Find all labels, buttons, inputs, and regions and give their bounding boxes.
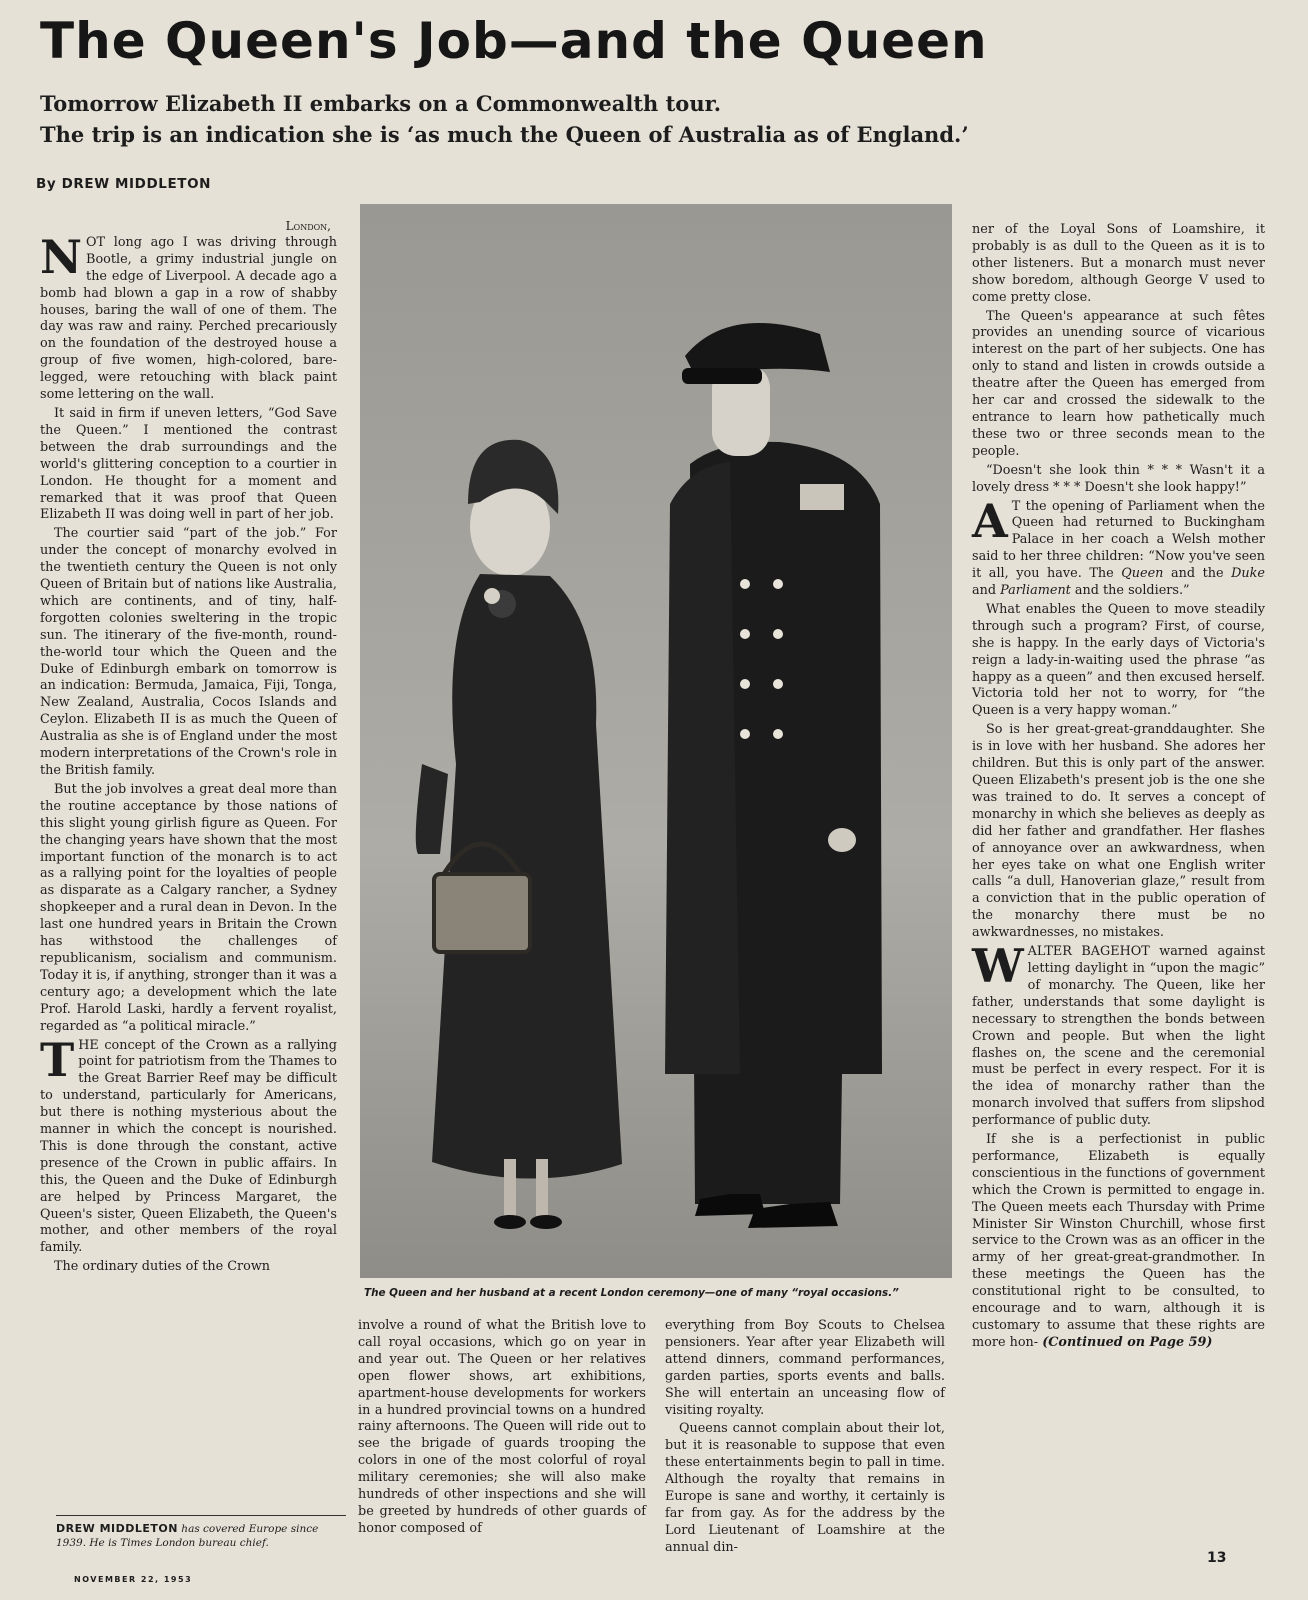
headline: The Queen's Job—and the Queen — [40, 12, 988, 70]
paragraph: It said in firm if uneven letters, “God Save the Queen.” I mentioned the contrast between the drab surroundings and the world's glittering conception to a courtier in London. He thought for a moment and remarked that it was proof that Queen Elizabeth II was doing well in part of her job. — [40, 405, 337, 523]
dateline: London, — [285, 219, 331, 233]
drop-cap: W — [972, 939, 1024, 994]
paragraph: ner of the Loyal Sons of Loamshire, it probably is as dull to the Queen as it is to other listeners. But a monarch must never show boredom, although George V used to come pretty close. — [972, 222, 1265, 305]
paragraph: everything from Boy Scouts to Chelsea pensioners. Year after year Elizabeth will attend dinners, command performances, garden parties, sports events and balls. She will entertain an unceasing flow of visiting royalty. — [665, 1318, 945, 1418]
page-number: 13 — [1207, 1550, 1227, 1566]
author-name: DREW MIDDLETON — [56, 1522, 178, 1535]
article-column-4 — [972, 222, 1265, 1354]
paragraph: The courtier said “part of the job.” For under the concept of monarchy evolved in the twentieth century the Queen is not only Queen of Britain but of nations like Australia, which are continents, and of tiny, half-forgotten colonies sweltering in the tropic sun. The itinerary of the five-month, round-the-world tour which the Queen and the Duke of Edinburgh embark on tomorrow is an indication: Bermuda, Jamaica, Fiji, Tonga, New Zealand, Australia, Cocos Islands and Ceylon. Elizabeth II is as much the Queen of Australia as she is of England under the most modern interpretations of the Crown's role in the British family. — [40, 526, 337, 778]
paragraph: THE concept of the Crown as a rallying point for patriotism from the Thames to the Great Barrier Reef may be difficult to understand, particularly for Americans, but there is nothing mysterious about the manner in which the concept is nourished. This is done through the constant, active presence of the Crown in public affairs. In this, the Queen and the Duke of Edinburgh are helped by Princess Margaret, the Queen's sister, Queen Elizabeth, the Queen's mother, and other members of the royal family. — [40, 1032, 337, 1256]
continued-note: (Continued on Page 59) — [1042, 1334, 1213, 1350]
paragraph: NOT long ago I was driving through Bootle, a grimy industrial jungle on the edge of Liverpool. A decade ago a bomb had blown a gap in a row of shabby houses, baring the wall of one of them. The day was raw and rainy. Perched precariously on the foundation of the destroyed house a group of five women, high-colored, bare-legged, were retouching with black paint some lettering on the wall. — [40, 229, 337, 403]
bio-divider — [56, 1515, 346, 1516]
drop-cap: A — [972, 493, 1008, 548]
royal-couple-photo — [360, 204, 952, 1278]
paragraph: But the job involves a great deal more than the routine acceptance by those nations of this slight young girlish figure as Queen. For the changing years have shown that the most important function of the monarch is to act as a rallying point for the loyalties of people as disparate as a Calgary rancher, a Sydney shopkeeper and a rural dean in Devon. In the last one hundred years in Britain the Crown has withstood the challenges of republicanism, socialism and communism. Today it is, if anything, stronger than it was a century ago; a development which the late Prof. Harold Laski, hardly a fervent royalist, regarded as “a political miracle.” — [40, 781, 337, 1034]
paragraph: “Doesn't she look thin * * * Wasn't it a lovely dress * * * Doesn't she look happy!” — [972, 462, 1265, 495]
deck-line-2: The trip is an indication she is ‘as much the Queen of Australia as of England.’ — [40, 122, 969, 147]
paragraph: The Queen's appearance at such fêtes provides an unending source of vicarious interest on the part of her subjects. One has only to stand and listen in crowds outside a theatre after the Queen has emerged from her car and crossed the sidewalk to the entrance to learn how pathetically much these two or three seconds mean to the people. — [972, 308, 1265, 459]
drop-cap: N — [40, 229, 83, 284]
byline: By DREW MIDDLETON — [36, 176, 212, 192]
article-column-2 — [358, 1318, 646, 1540]
paragraph: Queens cannot complain about their lot, but it is reasonable to suppose that even these entertainments begin to pall in time. Although the royalty that remains in Europe is sane and worthy, it certainly is far from gay. As for the address by the Lord Lieutenant of Loamshire at the annual din- — [665, 1421, 945, 1555]
photo-caption: The Queen and her husband at a recent London ceremony—one of many “royal occasions.” — [364, 1287, 899, 1299]
paragraph: The ordinary duties of the Crown — [54, 1259, 271, 1275]
paragraph: What enables the Queen to move steadily through such a program? First, of course, she is happy. In the early days of Victoria's reign a lady-in-waiting used the phrase “as happy as a queen” and then excused herself. Victoria told her not to worry, for “the Queen is a very happy woman.” — [972, 601, 1265, 719]
paragraph: A T the opening of Parliament when the Queen had returned to Buckingham Palace in her coach a Welsh mother said to her three children: “Now you've seen it all, you have. The Queen and the Duke and Parliament and the soldiers.” — [972, 493, 1265, 599]
photo-illustration — [360, 204, 952, 1278]
paragraph: So is her great-great-granddaughter. She is in love with her husband. She adores her children. But this is only part of the answer. Queen Elizabeth's present job is the one she was trained to do. It serves a concept of monarchy in which she believes as deeply as did her father and grandfather. Her flashes of annoyance over an awkwardness, when her eyes take on what one English writer calls “a dull, Hanoverian glaze,” result from a conviction that in the public operation of the monarchy there must be no awkwardnesses, no mistakes. — [972, 722, 1265, 941]
issue-date: NOVEMBER 22, 1953 — [74, 1575, 193, 1584]
author-bio: DREW MIDDLETON has covered Europe since 1939. He is Times London bureau chief. — [56, 1522, 319, 1549]
article-column-3 — [665, 1318, 945, 1559]
drop-cap: T — [40, 1032, 75, 1087]
deck — [40, 88, 1280, 150]
article-column-1 — [40, 218, 337, 1278]
paragraph: WALTER BAGEHOT warned against letting daylight in “upon the magic” of monarchy. The Queen, like her father, understands that some daylight is necessary to strengthen the bonds between Crown and people. But when the light flashes on, the scene and the ceremonial must be perfect in every respect. For it is the idea of monarchy rather than the monarch involved that suffers from slipshod performance of public duty. — [972, 939, 1265, 1129]
paragraph: If she is a perfectionist in public performance, Elizabeth is equally conscientious in the functions of government which the Crown is permitted to engage in. The Queen meets each Thursday with Prime Minister Sir Winston Churchill, whose first service to the Crown was as an officer in the army of her great-great-grandmother. In these meetings the Queen has the constitutional right to be consulted, to encourage and to warn, although it is customary to assume that these rights are more hon- (Continued on Page 59) — [972, 1132, 1265, 1350]
deck-line-1: Tomorrow Elizabeth II embarks on a Commonwealth tour. — [40, 91, 722, 116]
paragraph: involve a round of what the British love to call royal occasions, which go on year in and year out. The Queen or her relatives open flower shows, art exhibitions, apartment-house developments for workers in a hundred provincial towns on a hundred rainy afternoons. The Queen will ride out to see the brigade of guards trooping the colors in one of the most colorful of royal military ceremonies; she will also make hundreds of other inspections and she will be greeted by hundreds of other guards of honor composed of — [358, 1318, 646, 1536]
